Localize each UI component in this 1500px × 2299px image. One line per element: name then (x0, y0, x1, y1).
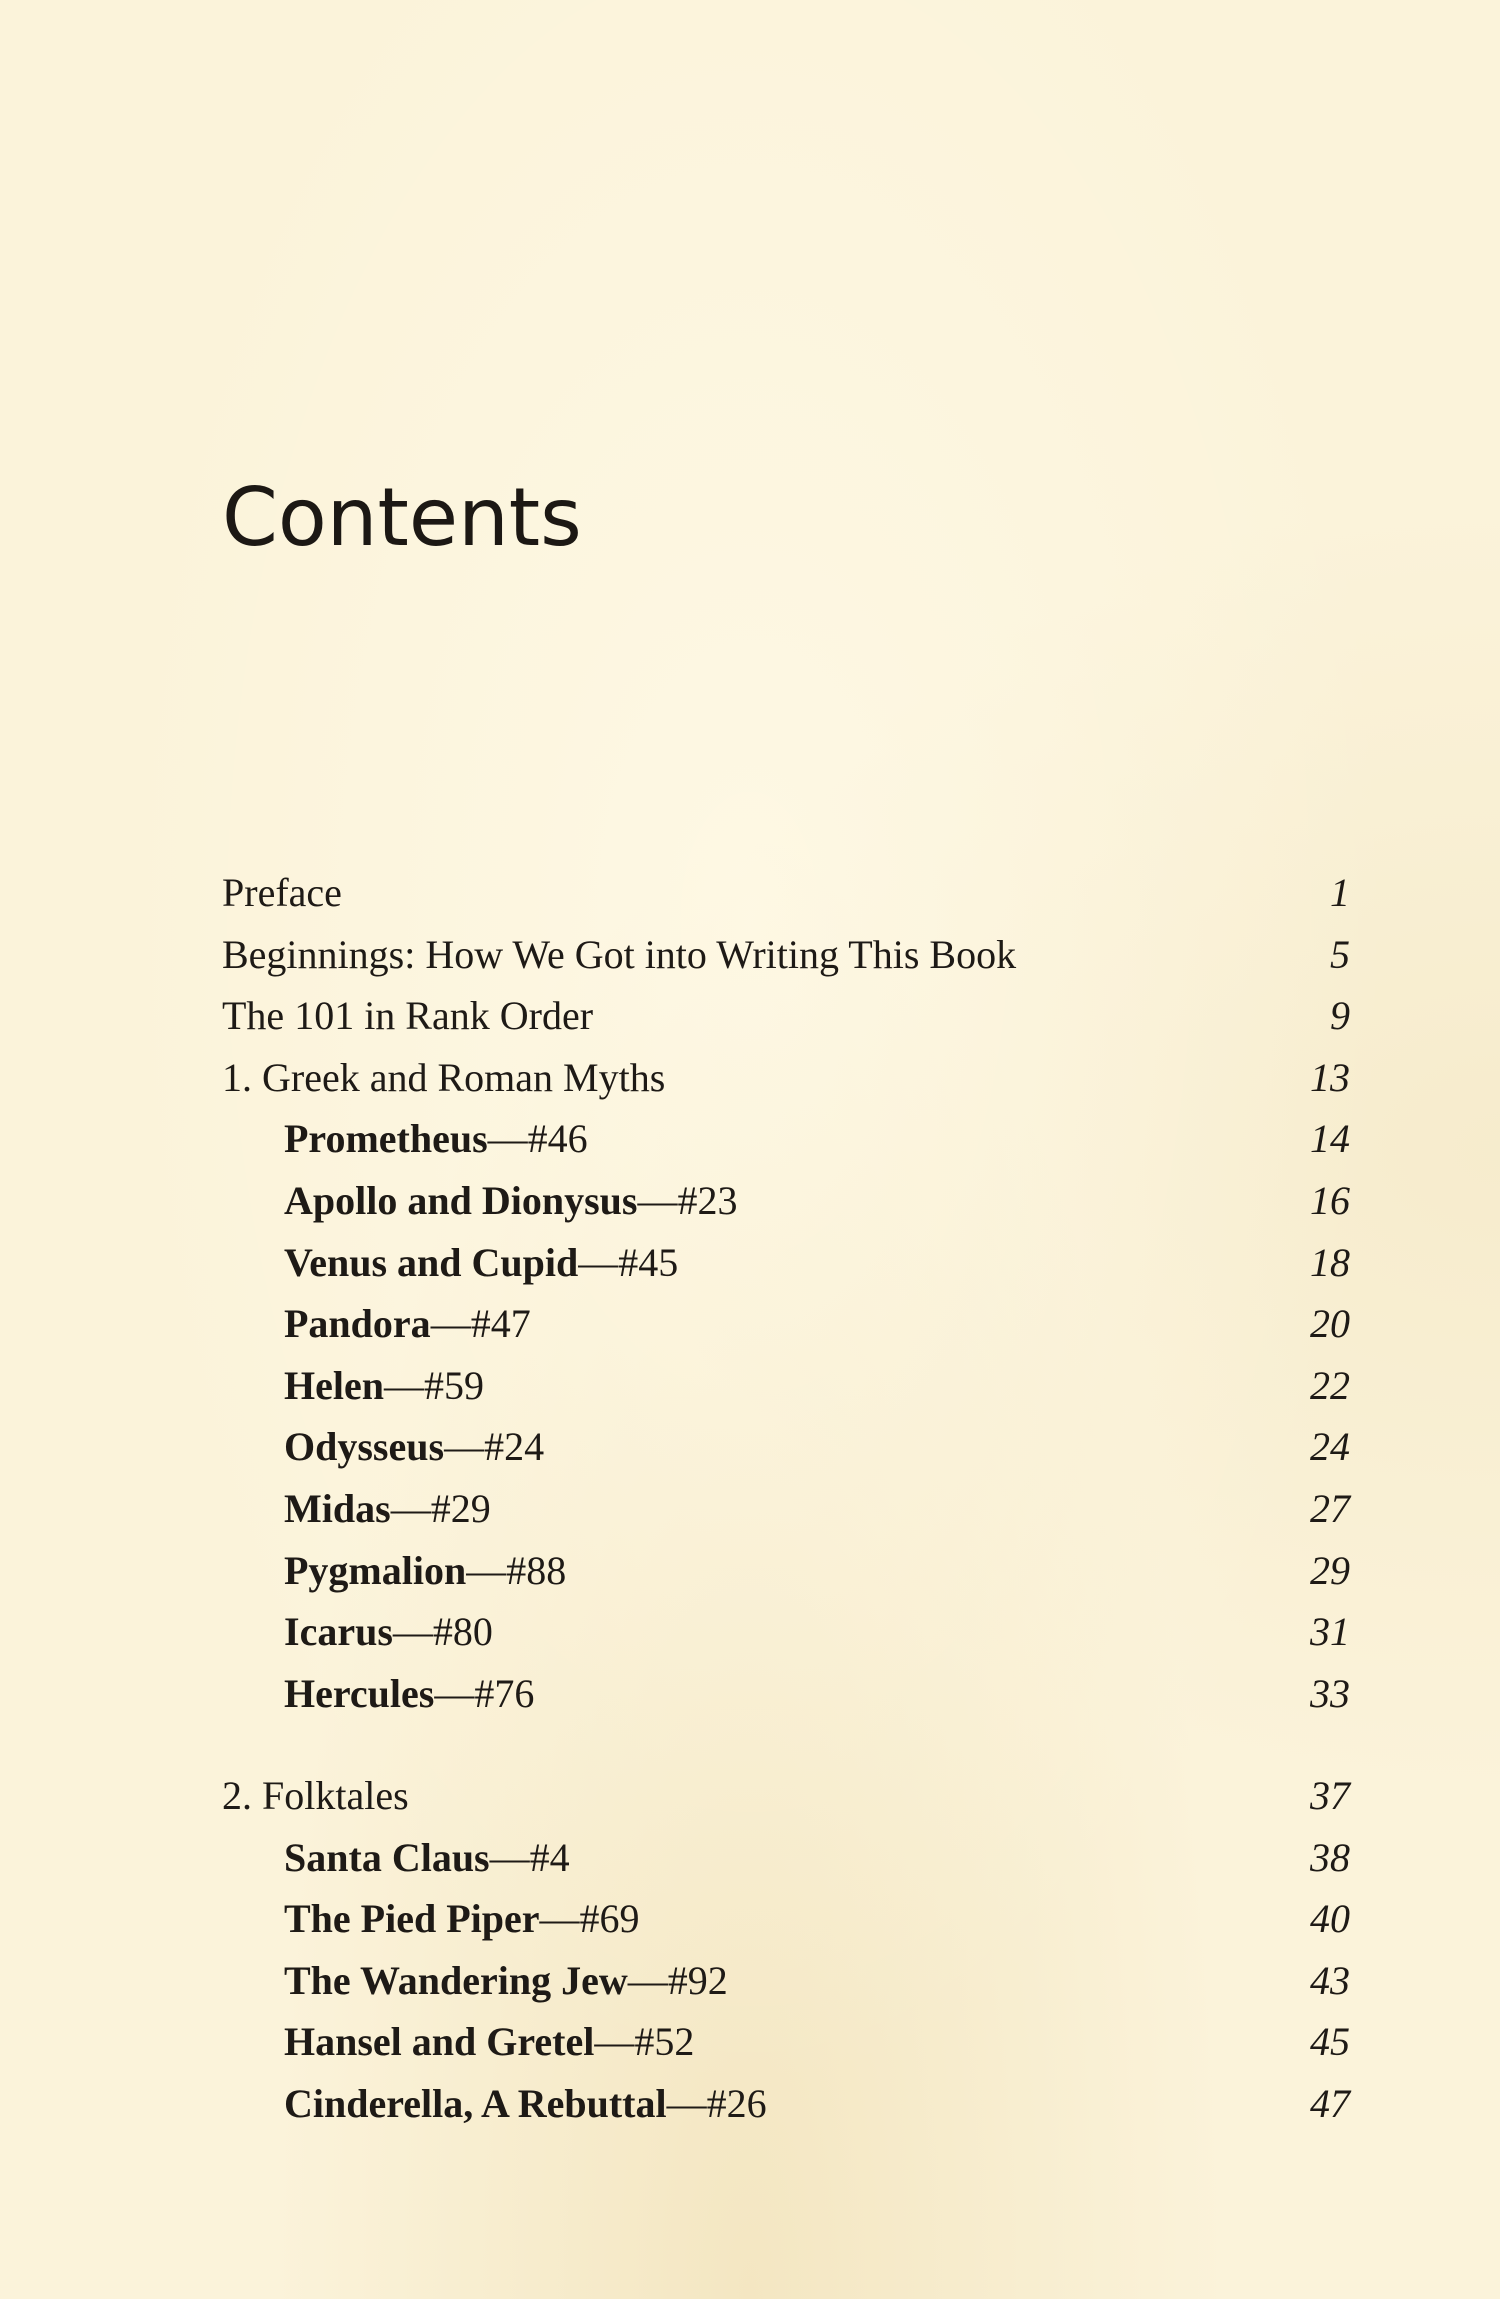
toc-page-number: 16 (1310, 1177, 1350, 1223)
toc-page-number: 43 (1310, 1957, 1350, 2003)
toc-entry-title (284, 1950, 728, 2012)
toc-entry-rank: —#69 (539, 1896, 640, 1942)
toc-page-number: 47 (1310, 2080, 1350, 2126)
toc-entry-name: Odysseus (284, 1424, 445, 1470)
toc-entry-title (284, 1478, 491, 1540)
toc-page-number: 9 (1330, 993, 1350, 1039)
toc-entry-rank: —#88 (466, 1547, 567, 1593)
toc-entry-name: Prometheus (284, 1116, 488, 1162)
toc-entry-title (284, 2073, 767, 2135)
toc-entry-rank: —#4 (489, 1834, 570, 1880)
toc-entry-rank: —#45 (578, 1239, 679, 1285)
toc-entry-odysseus[interactable] (222, 1416, 1350, 1478)
toc-chapter-title: 2. Folktales (222, 1773, 409, 1818)
toc-entry-rank: —#23 (637, 1177, 738, 1223)
toc-entry-title (284, 1232, 678, 1294)
toc-entry-helen[interactable] (222, 1355, 1350, 1417)
toc-entry-title (284, 2011, 694, 2073)
toc-entry-title (284, 1416, 544, 1478)
toc-page-number: 20 (1310, 1301, 1350, 1347)
toc-entry-rank: —#47 (430, 1301, 531, 1347)
toc-entry-title: Beginnings: How We Got into Writing This Book (222, 931, 1017, 977)
toc-entry-name: Hercules (284, 1670, 435, 1716)
toc-entry-title (284, 1108, 588, 1170)
contents-heading: Contents (222, 471, 582, 564)
toc-page-number: 31 (1310, 1609, 1350, 1655)
toc-entry-title: The 101 in Rank Order (222, 993, 594, 1039)
toc-page-number: 13 (1310, 1054, 1350, 1100)
toc-entry-preface[interactable] (222, 862, 1350, 924)
toc-page-number: 40 (1310, 1896, 1350, 1942)
toc-entry-name: Pygmalion (284, 1547, 467, 1593)
toc-entry-rank: —#59 (383, 1362, 484, 1408)
toc-entry-title (284, 1540, 566, 1602)
toc-page-number: 5 (1330, 931, 1350, 977)
toc-page-number: 1 (1330, 870, 1350, 915)
toc-entry-rank: —#26 (666, 2080, 767, 2126)
toc-entry-name: Midas (284, 1485, 391, 1531)
toc-entry-santa-claus[interactable] (222, 1827, 1350, 1889)
toc-entry-icarus[interactable] (222, 1601, 1350, 1663)
toc-group-2 (222, 1765, 1350, 2135)
toc-page-number: 38 (1310, 1834, 1350, 1880)
toc-entry-pandora[interactable] (222, 1293, 1350, 1355)
toc-page-number: 27 (1310, 1485, 1350, 1531)
toc-entry-title (284, 1827, 570, 1889)
toc-entry-rank: —#80 (392, 1609, 493, 1655)
toc-chapter-title: 1. Greek and Roman Myths (222, 1054, 666, 1100)
toc-entry-rank: —#76 (434, 1670, 535, 1716)
toc-entry-beginnings[interactable] (222, 924, 1350, 986)
toc-page-number: 37 (1310, 1773, 1350, 1818)
toc-entry-rank-order[interactable] (222, 985, 1350, 1047)
toc-page-number: 45 (1310, 2019, 1350, 2065)
toc-entry-name: The Wandering Jew (284, 1957, 628, 2003)
toc-entry-rank: —#24 (444, 1424, 545, 1470)
toc-entry-name: Pandora (284, 1301, 431, 1347)
toc-entry-venus-cupid[interactable] (222, 1232, 1350, 1294)
toc-page-number: 18 (1310, 1239, 1350, 1285)
toc-entry-rank: —#46 (487, 1116, 588, 1162)
toc-entry-prometheus[interactable] (222, 1108, 1350, 1170)
toc-entry-name: Santa Claus (284, 1834, 490, 1880)
toc-entry-rank: —#92 (627, 1957, 728, 2003)
toc-entry-name: Icarus (284, 1609, 393, 1655)
toc-entry-name: Helen (284, 1362, 384, 1408)
toc-entry-name: Hansel and Gretel (284, 2019, 595, 2065)
toc-entry-title: Preface (222, 870, 342, 915)
toc-entry-name: The Pied Piper (284, 1896, 540, 1942)
toc-entry-name: Venus and Cupid (284, 1239, 579, 1285)
toc-entry-hansel-gretel[interactable] (222, 2011, 1350, 2073)
toc-entry-pygmalion[interactable] (222, 1540, 1350, 1602)
toc-entry-title (284, 1888, 640, 1950)
toc-entry-wandering-jew[interactable] (222, 1950, 1350, 2012)
toc-page-number: 29 (1310, 1547, 1350, 1593)
toc-entry-rank: —#29 (390, 1485, 491, 1531)
toc-entry-apollo-dionysus[interactable] (222, 1170, 1350, 1232)
toc-entry-title (284, 1663, 534, 1725)
toc-page-number: 24 (1310, 1424, 1350, 1470)
toc-group-1 (222, 862, 1350, 1724)
toc-entry-midas[interactable] (222, 1478, 1350, 1540)
toc-entry-title (284, 1355, 484, 1417)
toc-entry-cinderella[interactable] (222, 2073, 1350, 2135)
toc-entry-rank: —#52 (594, 2019, 695, 2065)
toc-entry-title (284, 1293, 531, 1355)
toc-page-number: 14 (1310, 1116, 1350, 1162)
toc-entry-name: Cinderella, A Rebuttal (284, 2080, 667, 2126)
toc-entry-pied-piper[interactable] (222, 1888, 1350, 1950)
toc-entry-name: Apollo and Dionysus (284, 1177, 638, 1223)
toc-entry-title (284, 1170, 737, 1232)
toc-entry-hercules[interactable] (222, 1663, 1350, 1725)
toc-chapter-folktales[interactable] (222, 1765, 1350, 1827)
toc-chapter-greek-roman-myths[interactable] (222, 1047, 1350, 1109)
toc-page-number: 22 (1310, 1362, 1350, 1408)
toc-page-number: 33 (1310, 1670, 1350, 1716)
toc-entry-title (284, 1601, 493, 1663)
